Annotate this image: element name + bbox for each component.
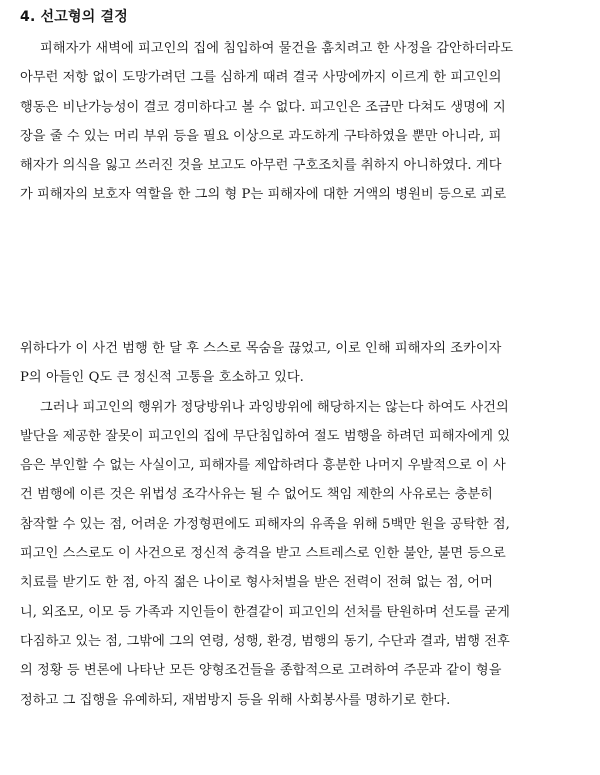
text-line: 니, 외조모, 이모 등 가족과 지인들이 한결같이 피고인의 선처를 탄원하며 선도를 굳게 (20, 604, 510, 620)
paragraph-victim-culpability (20, 34, 582, 210)
section-title: 4. 선고형의 결정 (20, 9, 128, 25)
text-line: 해자가 의식을 잃고 쓰러진 것을 보고도 아무런 구호조치를 취하지 아니하였다. 게다 (20, 158, 502, 174)
text-line: 위하다가 이 사건 범행 한 달 후 스스로 목숨을 끊었고, 이로 인해 피해자의 조카이자 (20, 341, 502, 356)
text-line: P의 아들인 Q도 큰 정신적 고통을 호소하고 있다. (20, 370, 304, 386)
text-line: 의 정황 등 변론에 나타난 모든 양형조건들을 종합적으로 고려하여 주문과 같이 형을 (20, 663, 502, 679)
text-line: 가 피해자의 보호자 역할을 한 그의 형 P는 피해자에 대한 거액의 병원비 등으로 괴로 (20, 187, 507, 203)
text-line: 참작할 수 있는 점, 어려운 가정형편에도 피해자의 유족을 위해 5백만 원을 공탁한 점, (20, 516, 510, 532)
text-line: 음은 부인할 수 없는 사실이고, 피해자를 제압하려다 흥분한 나머지 우발적으로 이 사 (20, 458, 506, 474)
text-line: 건 범행에 이른 것은 위법성 조각사유는 될 수 없어도 책임 제한의 사유로는 충분히 (20, 487, 493, 503)
text-line: 피해자가 새벽에 피고인의 집에 침입하여 물건을 훔치려고 한 사정을 감안하더라도 (40, 41, 514, 56)
text-line: 행동은 비난가능성이 결코 경미하다고 볼 수 없다. 피고인은 조금만 다쳐도 생명에 지 (20, 99, 506, 115)
text-line: 발단을 제공한 잘못이 피고인의 집에 무단침입하여 절도 범행을 하려던 피해자에게 있 (20, 428, 511, 444)
text-line: 정하고 그 집행을 유예하되, 재범방지 등을 위해 사회봉사를 명하기로 한다. (20, 692, 451, 708)
text-line: 장을 줄 수 있는 머리 부위 등을 필요 이상으로 과도하게 구타하였을 뿐만 아니라, 피 (20, 128, 502, 144)
text-line: 그러나 피고인의 행위가 정당방위나 과잉방위에 해당하지는 않는다 하여도 사건의 (40, 399, 509, 415)
paragraph-victim-culpability-continued (20, 334, 582, 715)
text-line: 치료를 받기도 한 점, 아직 젊은 나이로 형사처벌을 받은 전력이 전혀 없는 점, 어머 (20, 575, 493, 591)
text-line: 다짐하고 있는 점, 그밖에 그의 연령, 성행, 환경, 범행의 동기, 수단과 결과, 범행 전후 (20, 633, 510, 649)
text-line: 피고인 스스로도 이 사건으로 정신적 충격을 받고 스트레스로 인한 불안, 불면 등으로 (20, 546, 506, 562)
text-line: 아무런 저항 없이 도망가려던 그를 심하게 때려 결국 사망에까지 이르게 한 피고인의 (20, 70, 502, 86)
